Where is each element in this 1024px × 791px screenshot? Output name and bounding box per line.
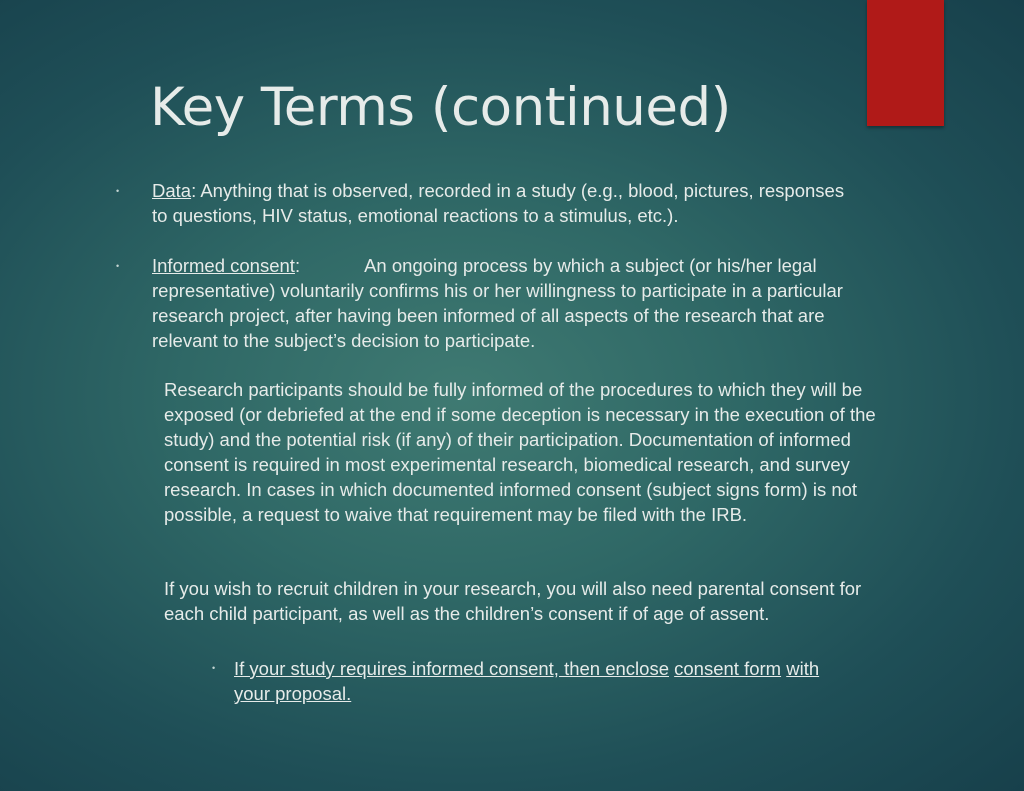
data-term: Data [152,180,192,201]
red-accent-bar [867,0,944,126]
data-definition-text: Anything that is observed, recorded in a study (e.g., blood, pictures, responses to questions, HIV status, emotional reactions to a stimulus, etc.). [152,180,845,226]
informed-consent-link[interactable]: If your study requires informed consent, then enclose [234,658,669,679]
slide-title: Key Terms (continued) [150,77,731,138]
data-colon: : [191,180,197,201]
consent-form-note [234,656,854,706]
informed-consent-term: Informed consent [152,255,295,276]
sub-bullet-dot-icon: • [212,663,216,673]
informed-consent-colon: : [294,255,301,276]
participants-paragraph: Research participants should be fully informed of the procedures to which they will be exposed (or debriefed at the end if some deception is necessary in the execution of the study) and the potential risk (if any) of their participation. Documentation of informed consent is required in most experimental research, biomedical research, and survey research. In cases in which documented informed consent (subject signs form) is not possible, a request to waive that requirement may be filed with the IRB. [164,379,876,525]
children-paragraph: If you wish to recruit children in your research, you will also need parental consent for each child participant, as well as the children’s consent if of age of assent. [164,578,862,624]
informed-consent-definition-text: An ongoing process by which a subject (or his/her legal representative) voluntarily confirms his or her willingness to participate in a particular research project, after having been informed of all aspects of the research that are relevant to the subject’s decision to participate. [152,255,843,351]
bullet-dot-icon: • [116,261,120,271]
data-definition [152,178,852,228]
consent-form-link[interactable]: consent form [674,658,782,679]
with-proposal-link[interactable]: with your proposal. [234,658,820,704]
informed-consent-definition [152,253,877,353]
bullet-dot-icon: • [116,186,120,196]
